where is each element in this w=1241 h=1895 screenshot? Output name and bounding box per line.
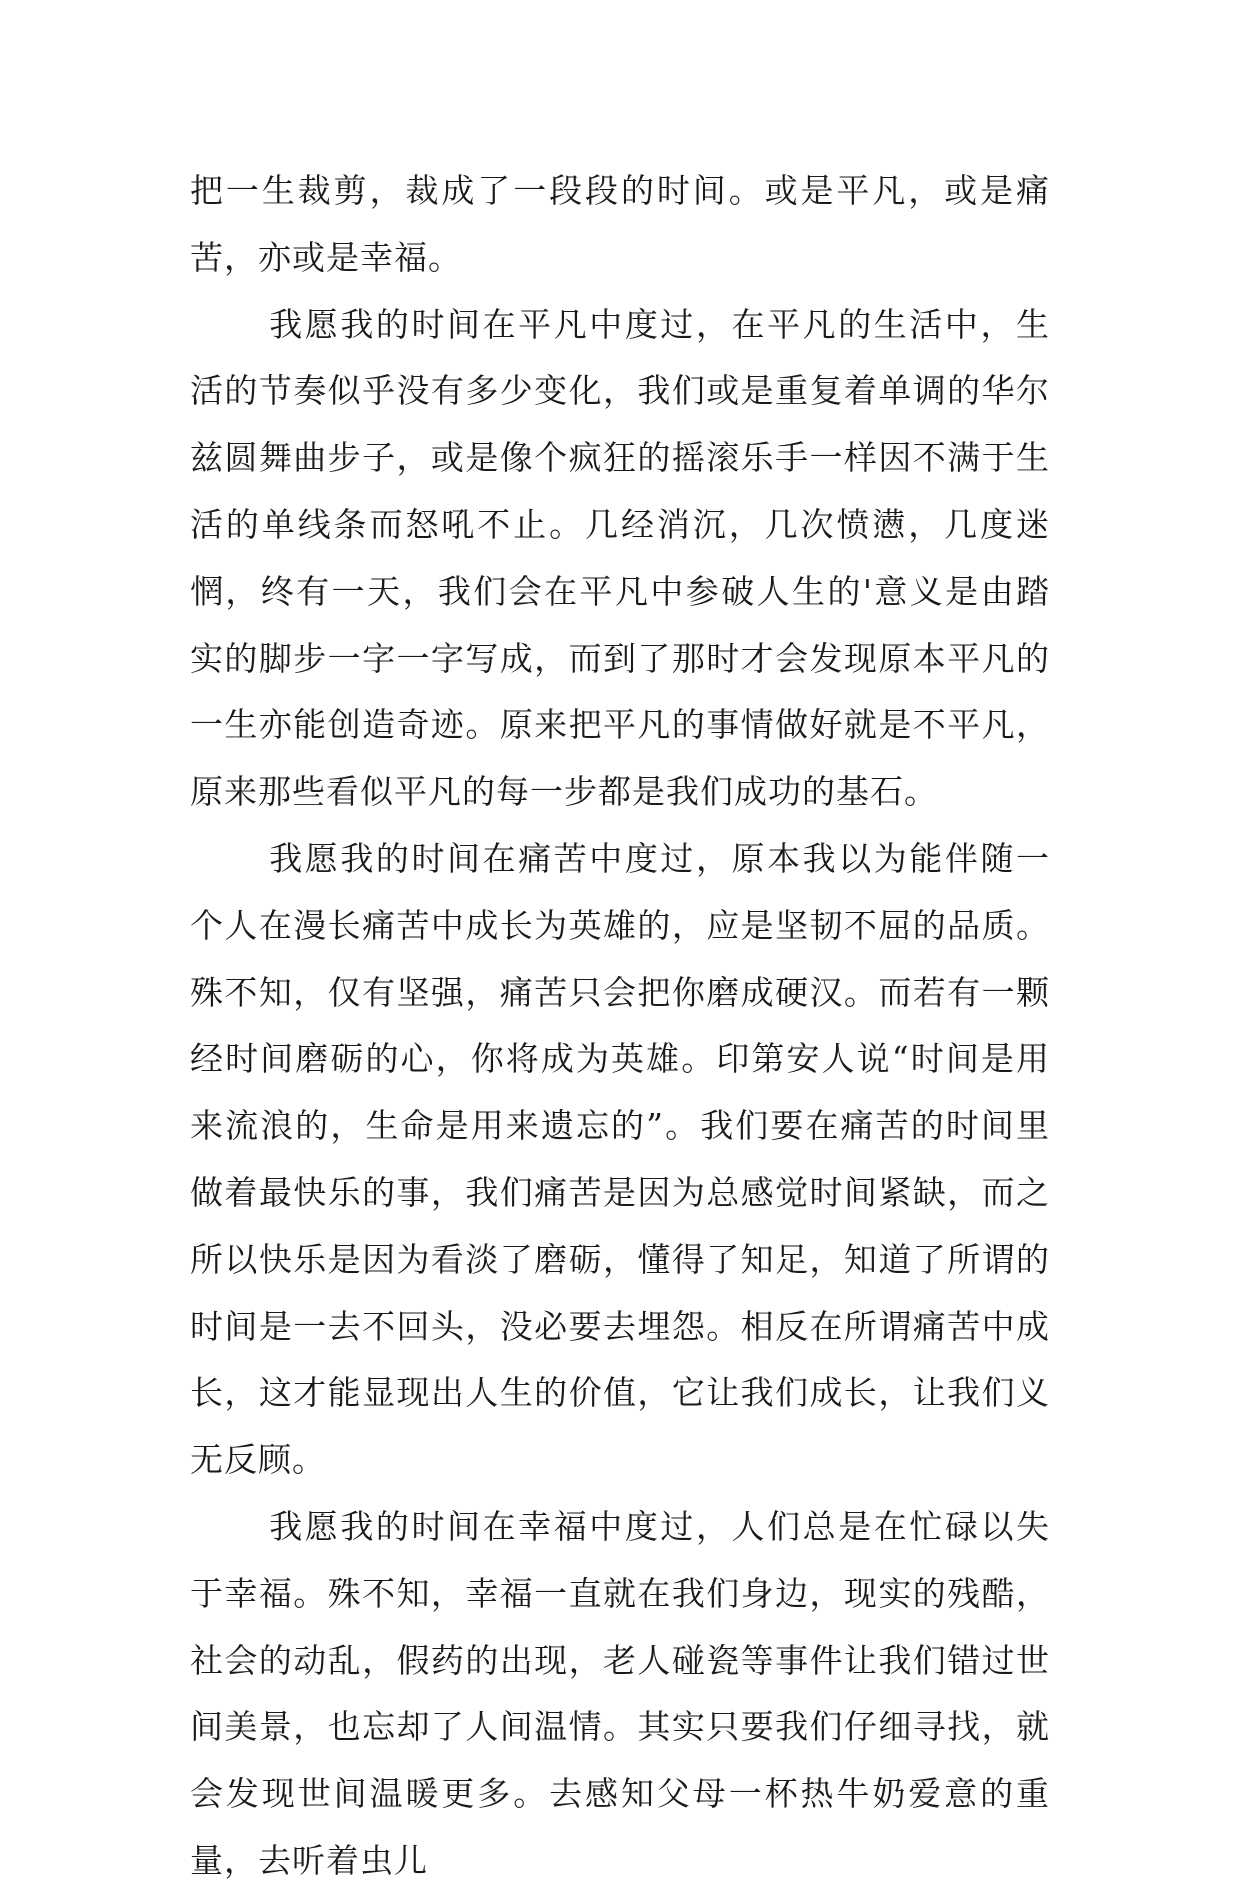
essay-body (190, 158, 1050, 1895)
paragraph-intro: 把一生裁剪，裁成了一段段的时间。或是平凡，或是痛苦，亦或是幸福。 (190, 171, 1050, 277)
paragraph-happiness: 我愿我的时间在幸福中度过，人们总是在忙碌以失于幸福。殊不知，幸福一直就在我们身边，现实的残酷，社会的动乱，假药的出现，老人碰瓷等事件让我们错过世间美景，也忘却了人间温情。其实只要我们仔细寻找，就会发现世间温暖更多。去感知父母一杯热牛奶爱意的重量，去听着虫儿 (190, 1506, 1050, 1880)
paragraph-pain: 我愿我的时间在痛苦中度过，原本我以为能伴随一个人在漫长痛苦中成长为英雄的，应是坚韧不屈的品质。殊不知，仅有坚强，痛苦只会把你磨成硬汉。而若有一颗经时间磨砺的心，你将成为英雄。印第安人说“时间是用来流浪的，生命是用来遗忘的”。我们要在痛苦的时间里做着最快乐的事，我们痛苦是因为总感觉时间紧缺，而之所以快乐是因为看淡了磨砺，懂得了知足，知道了所谓的时间是一去不回头，没必要去埋怨。相反在所谓痛苦中成长，这才能显现出人生的价值，它让我们成长，让我们义无反顾。 (190, 838, 1050, 1480)
paragraph-ordinary: 我愿我的时间在平凡中度过，在平凡的生活中，生活的节奏似乎没有多少变化，我们或是重复着单调的华尔兹圆舞曲步子，或是像个疯狂的摇滚乐手一样因不满于生活的单线条而怒吼不止。几经消沉，几次愤懑，几度迷惘，终有一天，我们会在平凡中参破人生的'意义是由踏实的脚步一字一字写成，而到了那时才会发现原本平凡的一生亦能创造奇迹。原来把平凡的事情做好就是不平凡，原来那些看似平凡的每一步都是我们成功的基石。 (190, 304, 1050, 812)
